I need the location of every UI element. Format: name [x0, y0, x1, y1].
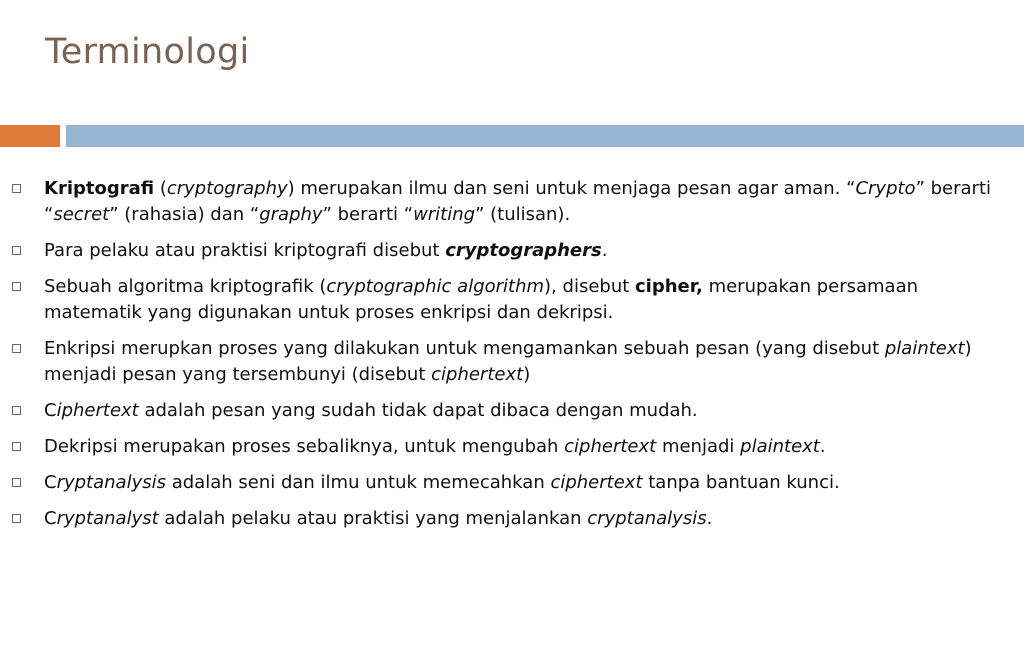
text-segment: cipher,: [635, 276, 703, 297]
text-segment: merupakan persamaan matematik yang digunakan untuk proses enkripsi dan dekripsi.: [44, 276, 919, 323]
text-segment: Kriptografi: [44, 178, 155, 199]
bullet-item: [12, 176, 1012, 228]
bullet-item: [12, 274, 1012, 326]
text-segment: ” berarti “: [44, 178, 992, 225]
text-segment: ryptanalyst: [56, 508, 159, 529]
text-segment: ” (rahasia) dan “: [109, 204, 260, 225]
bullet-item: [12, 238, 1012, 264]
square-bullet-icon: [12, 514, 21, 523]
text-segment: secret: [53, 204, 110, 225]
text-segment: ” berarti “: [322, 204, 414, 225]
text-segment: Sebuah algoritma kriptografik (: [44, 276, 327, 297]
text-segment: cryptanalysis: [587, 508, 707, 529]
slide-title: Terminologi: [45, 32, 250, 72]
text-segment: adalah pesan yang sudah tidak dapat dibaca dengan mudah.: [138, 400, 698, 421]
text-segment: ) merupakan ilmu dan seni untuk menjaga pesan agar aman. “: [287, 178, 856, 199]
text-segment: C: [44, 508, 57, 529]
text-segment: adalah pelaku atau praktisi yang menjalankan: [158, 508, 588, 529]
text-segment: Enkripsi merupkan proses yang dilakukan untuk mengamankan sebuah pesan (yang disebut: [44, 338, 885, 359]
text-segment: graphy: [259, 204, 323, 225]
text-segment: plaintext: [884, 338, 965, 359]
square-bullet-icon: [12, 246, 21, 255]
bullet-item: [12, 506, 1012, 532]
bullet-text: [44, 436, 826, 457]
text-segment: ciphertext: [550, 472, 643, 493]
text-segment: .: [601, 240, 608, 261]
bullet-text: [44, 240, 607, 261]
bullet-item: [12, 434, 1012, 460]
text-segment: C: [44, 400, 57, 421]
text-segment: plaintext: [740, 436, 820, 457]
text-segment: adalah seni dan ilmu untuk memecahkan: [166, 472, 551, 493]
text-segment: ), disebut: [544, 276, 636, 297]
text-segment: iphertext: [56, 400, 139, 421]
bullet-list: [12, 176, 1012, 542]
bullet-text: [44, 178, 991, 225]
text-segment: menjadi: [656, 436, 741, 457]
square-bullet-icon: [12, 344, 21, 353]
text-segment: .: [706, 508, 713, 529]
text-segment: C: [44, 472, 57, 493]
bullet-item: [12, 336, 1012, 388]
accent-bar-blue: [66, 125, 1024, 147]
text-segment: ” (tulisan).: [475, 204, 571, 225]
text-segment: cryptographic algorithm: [326, 276, 545, 297]
text-segment: ciphertext: [431, 364, 524, 385]
square-bullet-icon: [12, 184, 21, 193]
text-segment: cryptographers: [445, 240, 602, 261]
bullet-text: [44, 508, 712, 529]
text-segment: cryptography: [166, 178, 288, 199]
square-bullet-icon: [12, 282, 21, 291]
text-segment: .: [819, 436, 826, 457]
text-segment: ) menjadi pesan yang tersembunyi (disebut: [44, 338, 972, 385]
text-segment: tanpa bantuan kunci.: [642, 472, 840, 493]
square-bullet-icon: [12, 478, 21, 487]
text-segment: Para pelaku atau praktisi kriptografi disebut: [44, 240, 446, 261]
accent-bar-orange: [0, 125, 60, 147]
square-bullet-icon: [12, 442, 21, 451]
text-segment: ryptanalysis: [56, 472, 166, 493]
text-segment: Crypto: [855, 178, 916, 199]
text-segment: (: [154, 178, 167, 199]
bullet-text: [44, 276, 918, 323]
square-bullet-icon: [12, 406, 21, 415]
bullet-item: [12, 470, 1012, 496]
bullet-text: [44, 338, 972, 385]
text-segment: writing: [413, 204, 476, 225]
text-segment: ): [523, 364, 531, 385]
bullet-text: [44, 400, 698, 421]
text-segment: Dekripsi merupakan proses sebaliknya, untuk mengubah: [44, 436, 565, 457]
bullet-item: [12, 398, 1012, 424]
bullet-text: [44, 472, 840, 493]
text-segment: ciphertext: [564, 436, 657, 457]
